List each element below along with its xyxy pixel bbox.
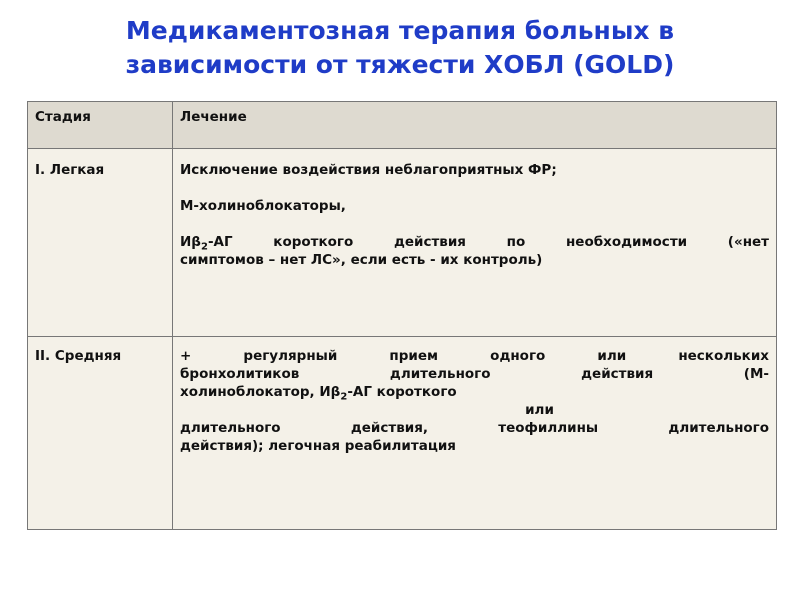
row-stage-moderate: II. Средняя [28,337,173,530]
table-row [28,337,777,530]
header-stage: Стадия [28,102,173,149]
treatment-line: симптомов – нет ЛС», если есть - их контроль) [180,252,543,268]
header-treatment: Лечение [173,102,777,149]
treatment-line: действия); легочная реабилитация [180,438,456,454]
title-line-1: Медикаментозная терапия больных в [125,16,675,45]
table-row [28,149,777,337]
therapy-table [27,101,777,530]
treatment-line [180,233,769,251]
subscript: 2 [340,391,348,403]
treatment-line: или [525,402,554,418]
title-line-2: зависимости от тяжести ХОБЛ (GOLD) [125,50,675,79]
row-treatment-mild [173,149,777,337]
subscript: 2 [200,241,208,253]
slide-title [0,14,800,82]
row-stage-mild: I. Легкая [28,149,173,337]
treatment-line [180,383,769,401]
treatment-line: бронхолитиков длительного действия (М- [180,366,769,382]
drug-text: -АГ короткого [347,384,457,400]
treatment-line: длительного действия, теофиллины длительного [180,420,769,436]
table-header-row [28,102,777,149]
treatment-line: + регулярный прием одного или нескольких [180,348,769,364]
drug-prefix: Иβ [180,234,201,250]
drug-text: -АГ короткого действия по необходимости («нет [207,234,769,250]
treatment-line: М-холиноблокаторы, [180,198,346,214]
row-treatment-moderate [173,337,777,530]
treatment-line: Исключение воздействия неблагоприятных ФР; [180,162,557,178]
drug-prefix: холиноблокатор, Иβ [180,384,341,400]
